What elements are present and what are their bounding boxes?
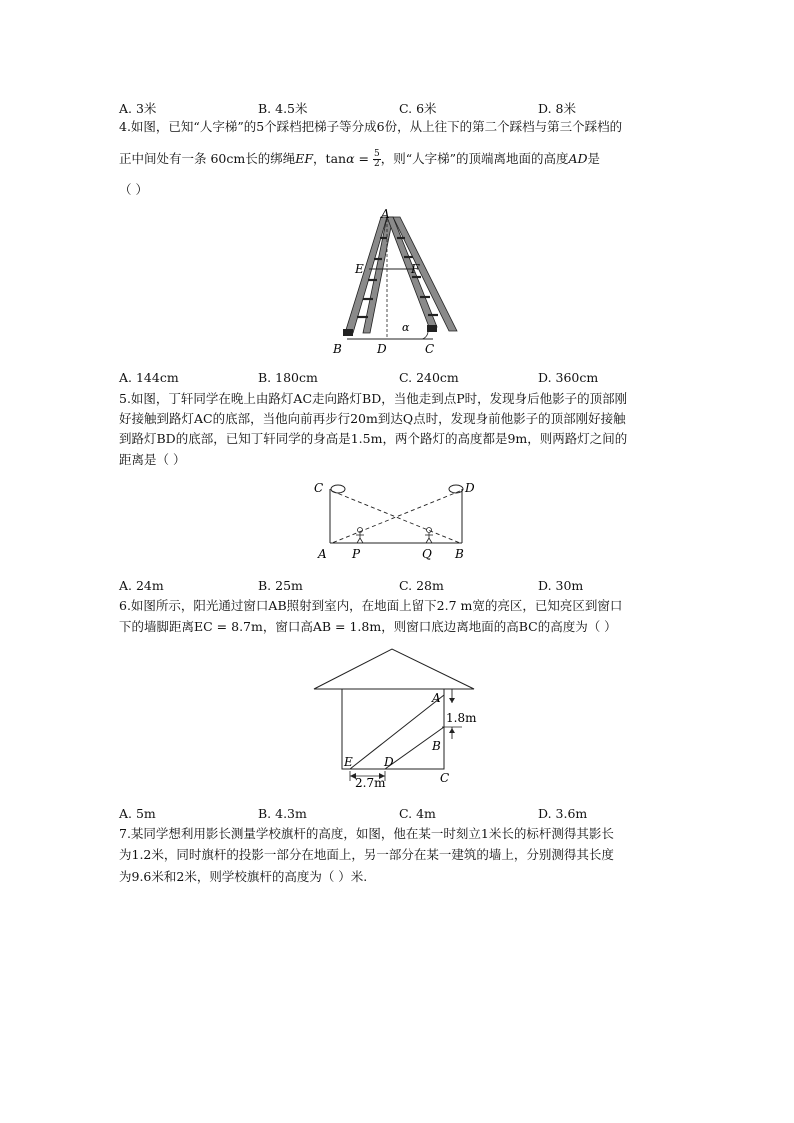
label-a: A [432, 691, 441, 705]
q5-option-a: A. 24m [119, 578, 164, 593]
person-p-icon [356, 528, 364, 544]
label-width: 2.7m [355, 776, 386, 790]
q6-option-a: A. 5m [119, 806, 156, 821]
q5-option-b: B. 25m [258, 578, 303, 593]
label-height: 1.8m [446, 711, 477, 725]
q4-option-a: A. 144cm [119, 370, 179, 385]
label-d: D [377, 342, 387, 356]
label-a: A [381, 207, 390, 221]
window-sunlight-figure [310, 645, 485, 795]
label-b: B [333, 342, 342, 356]
label-c: C [314, 481, 324, 495]
q3-option-b: B. 4.5米 [258, 101, 308, 116]
q7-text-line2: 为1.2米，同时旗杆的投影一部分在地面上，另一部分在某一建筑的墙上，分别测得其长度 [119, 847, 614, 862]
label-b: B [432, 739, 441, 753]
label-alpha: α [402, 321, 410, 334]
q4-text-line3: （ ） [119, 182, 148, 197]
q5-option-c: C. 28m [399, 578, 444, 593]
q6-text-line2: 下的墙脚距离EC = 8.7m，窗口高AB = 1.8m，则窗口底边离地面的高BC的高度为（ ） [119, 619, 617, 634]
q4-text-line1: 4.如图，已知“人字梯”的5个踩档把梯子等分成6份，从上往下的第二个踩档与第三个踩档的 [119, 119, 623, 134]
label-f: F [411, 262, 420, 276]
person-q-icon [425, 528, 433, 544]
q6-option-b: B. 4.3m [258, 806, 307, 821]
streetlamp-figure [310, 475, 485, 565]
label-c: C [425, 342, 435, 356]
q5-option-d: D. 30m [538, 578, 584, 593]
q5-text-line4: 距离是（ ） [119, 452, 186, 467]
tan-fraction: $\frac{5}{2}$ [373, 149, 380, 169]
q3-option-d: D. 8米 [538, 101, 576, 116]
ladder-figure [325, 205, 465, 360]
q5-text-line3: 到路灯BD的底部，已知丁轩同学的身高是1.5m，两个路灯的高度都是9m，则两路灯之间的 [119, 431, 628, 446]
q4-option-d: D. 360cm [538, 370, 599, 385]
q4-option-c: C. 240cm [399, 370, 459, 385]
q7-text-line1: 7.某同学想利用影长测量学校旗杆的高度，如图，他在某一时刻立1米长的标杆测得其影长 [119, 826, 614, 841]
q7-text-line3: 为9.6米和2米，则学校旗杆的高度为（ ）米. [119, 869, 368, 884]
label-p: P [352, 547, 361, 561]
q5-text-line2: 好接触到路灯AC的底部，当他向前再步行20m到达Q点时，发现身前他影子的顶部刚好接触 [119, 411, 626, 426]
q3-option-c: C. 6米 [399, 101, 437, 116]
q5-text-line1: 5.如图，丁轩同学在晚上由路灯AC走向路灯BD，当他走到点P时，发现身后他影子的顶部刚 [119, 391, 628, 406]
label-q: Q [422, 547, 432, 561]
q6-option-c: C. 4m [399, 806, 436, 821]
label-a: A [318, 547, 327, 561]
label-c: C [440, 771, 450, 785]
label-d: D [384, 755, 394, 769]
q6-text-line1: 6.如图所示，阳光通过窗口AB照射到室内，在地面上留下2.7 m宽的亮区，已知亮区到窗口 [119, 598, 623, 613]
label-d: D [465, 481, 475, 495]
q6-option-d: D. 3.6m [538, 806, 588, 821]
q4-option-b: B. 180cm [258, 370, 318, 385]
label-e: E [344, 755, 353, 769]
q4-text-line2: 正中间处有一条 60cm长的绑绳EF，tanα = $\frac{5}{2}$ ，则“人字梯”的顶端离地面的高度AD是 [119, 149, 601, 169]
q3-option-a: A. 3米 [119, 101, 157, 116]
label-b: B [455, 547, 464, 561]
label-e: E [355, 262, 364, 276]
